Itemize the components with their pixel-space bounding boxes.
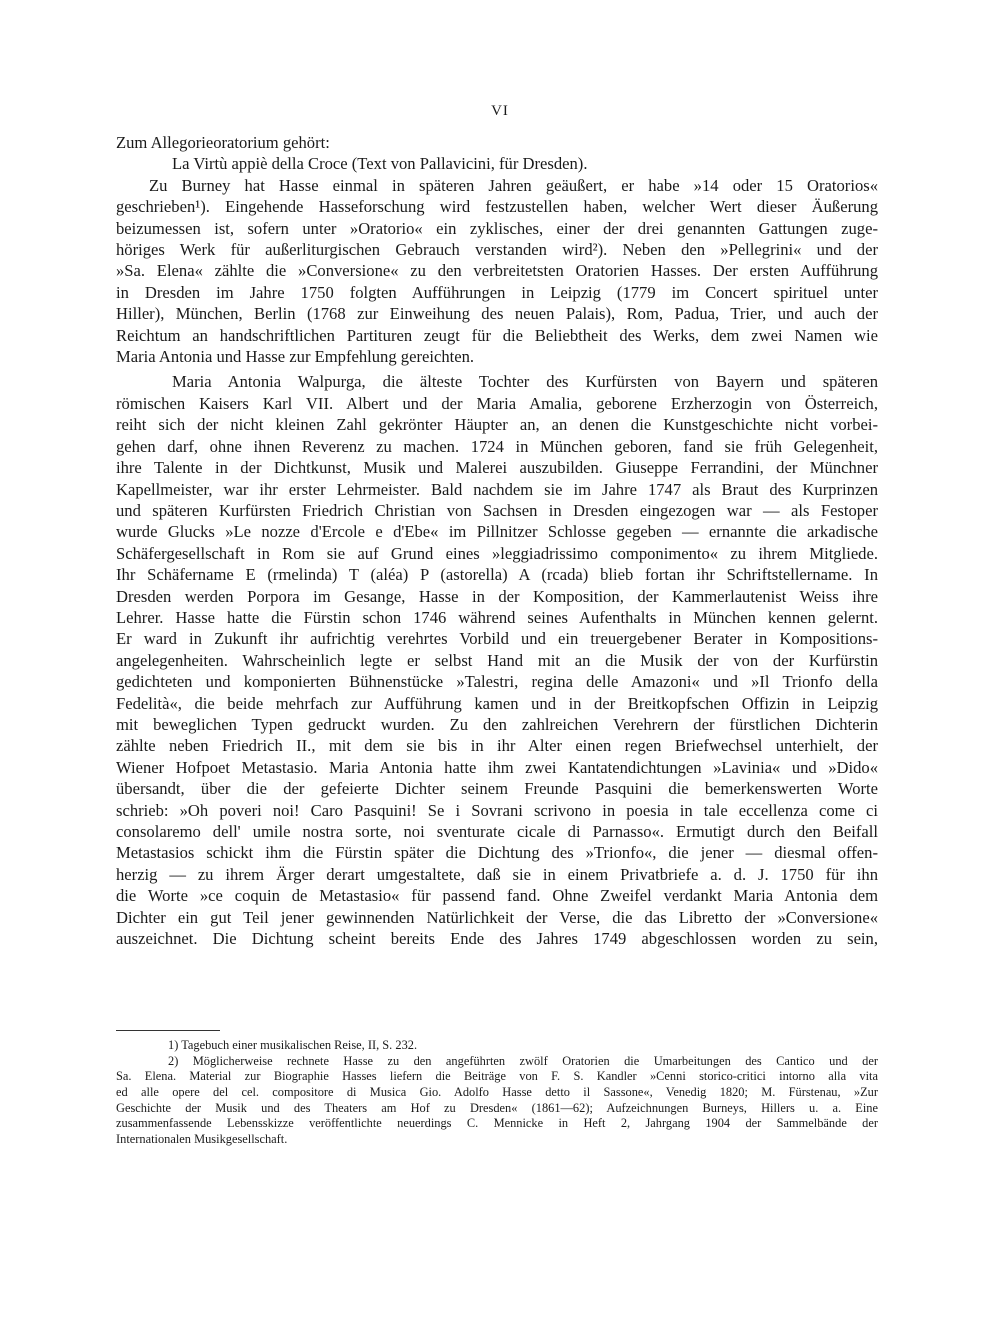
text-line: Wiener Hofpoet Metastasio. Maria Antonia hatte ihm zwei Kantatendichtungen »Lavinia« und »Dido« [116,757,878,777]
text-line: reiht sich der nicht kleinen Zahl gekrönter Häupter an, an denen die Kunstgeschichte nicht vorbei- [116,415,878,435]
page-number: VI [491,103,509,119]
text-line: Maria Antonia und Hasse zur Empfehlung gereichten. [116,347,475,367]
footnote-line: 2) Möglicherweise rechnete Hasse zu den angeführten zwölf Oratorien die Umarbeitungen des Cantico und der [168,1053,878,1068]
text-line: Zu Burney hat Hasse einmal in späteren Jahren geäußert, er habe »14 oder 15 Oratorios« [149,175,878,195]
text-line: und späteren Kurfürsten Friedrich Christian von Sachsen in Dresden eingezogen war — als Festoper [116,500,878,520]
text-line: mit beweglichen Typen gedruckt wurden. Zu den zahlreichen Verehrern der fürstlichen Dichterin [116,714,878,734]
text-line: »Sa. Elena« zählte die »Conversione« zu den verbreitetsten Oratorien Hasses. Der ersten Aufführung [116,261,878,281]
text-line: herzig — zu ihrem Ärger derart umgestaltete, daß sie in einem Privatbriefe a. d. J. 1750 für ihn [116,864,878,884]
text-line: schrieb: »Oh poveri noi! Caro Pasquini! Se i Sovrani scrivono in poesia in tale eccellenza come ci [116,800,878,820]
body-text [116,132,878,949]
footnote-line: Geschichte der Musik und des Theaters am Hof zu Dresden« (1861—62); Aufzeichnungen Burneys, Hillers u. a. Eine [116,1100,878,1115]
footnote-line: Sa. Elena. Material zur Biographie Hasses liefern die Beiträge von F. S. Kandler »Cenni storico-critici intorno alla vita [116,1069,878,1084]
text-line: geschrieben¹). Eingehende Hasseforschung wird festzustellen haben, welcher Wert dieser Äußerung [116,197,878,217]
footnotes [116,1038,878,1148]
text-line: Metastasios schickt ihm die Fürstin später die Dichtung des »Trionfo«, die jener — diesmal offen- [116,843,878,863]
text-line: Er ward in Zukunft ihr aufrichtig verehrtes Vorbild und ein treuergebener Berater in Kompositions- [116,629,878,649]
text-line: Maria Antonia Walpurga, die älteste Tochter des Kurfürsten von Bayern und späteren [172,372,878,392]
text-line: Lehrer. Hasse hatte die Fürstin schon 1746 während seines Aufenthalts in München kennen gelernt. [116,607,878,627]
text-line: Reichtum an handschriftlichen Partituren zeugt für die Beliebtheit des Werks, dem zwei Namen wie [116,325,878,345]
text-line: auszeichnet. Die Dichtung scheint bereits Ende des Jahres 1749 abgeschlossen worden zu sein, [116,929,878,949]
text-line: die Worte »ce coquin de Metastasio« für passend fand. Ohne Zweifel verdankt Maria Antonia dem [116,886,878,906]
text-line: Kapellmeister, war ihr erster Lehrmeister. Bald nachdem sie im Jahre 1747 als Braut des Kurprinzen [116,479,878,499]
text-line: zählte neben Friedrich II., mit dem sie bis in ihr Alter einen regen Briefwechsel unterhielt, der [116,736,878,756]
text-line: gehen darf, ohne ihnen Reverenz zu machen. 1724 in München geboren, fand sie früh Gelegenheit, [116,436,878,456]
text-line: höriges Werk für außerliturgischen Gebrauch verstanden wird²). Neben den »Pellegrini« und der [116,240,878,260]
text-line: gedichteten und komponierten Bühnenstücke »Talestri, regina delle Amazoni« und »Il Trionfo della [116,672,878,692]
text-line: ihre Talente in der Dichtkunst, Musik und Malerei auszubilden. Giuseppe Ferrandini, der Münchner [116,458,878,478]
footnote-line: ed alle opere del cel. compositore di Musica Gio. Adolfo Hasse detto il Sassone«, Venedig 1820; M. Fürstenau, »Zur [116,1085,878,1100]
text-line: römischen Kaisers Karl VII. Albert und der Maria Amalia, geborene Erzherzogin von Österreich, [116,393,878,413]
text-line: in Dresden im Jahre 1750 folgten Aufführungen in Leipzig (1779 im Concert spirituel unter [116,282,878,302]
text-line: angelegenheiten. Wahrscheinlich legte er selbst Hand mit an die Musik der von der Kurfürstin [116,650,878,670]
text-line: Dichter ein gut Teil jener gewinnenden Natürlichkeit der Verse, die das Libretto der »Conversione« [116,907,878,927]
text-line: wurde Glucks »Le nozze d'Ercole e d'Ebe« im Pillnitzer Schlosse gegeben — ernannte die arkadische [116,522,878,542]
text-line: Hiller), München, Berlin (1768 zur Einweihung des neuen Palais), Rom, Padua, Trier, und auch der [116,304,878,324]
footnote-line: Internationalen Musikgesellschaft. [116,1132,288,1147]
text-line: La Virtù appiè della Croce (Text von Pallavicini, für Dresden). [172,154,588,174]
text-line: Schäfergesellschaft in Rom sie auf Grund eines »leggiadrissimo componimento« zu ihrem Mitgliede. [116,543,878,563]
text-line: übersandt, über die der gefeierte Dichter seinem Freunde Pasquini die bemerkenswerten Worte [116,779,878,799]
text-line: Zum Allegorieoratorium gehört: [116,133,330,152]
text-line: consolaremo dell' umile nostra sorte, noi sventurate cicale di Parnasso«. Ermutigt durch den Beifall [116,822,878,841]
text-line: Ihr Schäfername E (rmelinda) T (aléa) P (astorella) A (rcada) blieb fortan ihr Schriftstellername. In [116,565,878,585]
footnote-divider [116,1030,220,1031]
footnote-line: 1) Tagebuch einer musikalischen Reise, II, S. 232. [168,1038,418,1052]
text-line: Fedelità«, die beide mehrfach zur Aufführung kamen und in der Breitkopfschen Offizin in Leipzig [116,693,878,713]
text-line: beizumessen ist, sofern unter »Oratorio« ein zyklisches, einer der drei genannten Gattungen zuge- [116,218,878,238]
text-line: Dresden werden Porpora im Gesange, Hasse in der Komposition, der Kammerlautenist Weiss ihre [116,586,878,606]
footnote-line: zusammenfassende Lebensskizze veröffentlichte neuerdings C. Mennicke in Heft 2, Jahrgang 1904 der Sammelbände der [116,1116,878,1131]
